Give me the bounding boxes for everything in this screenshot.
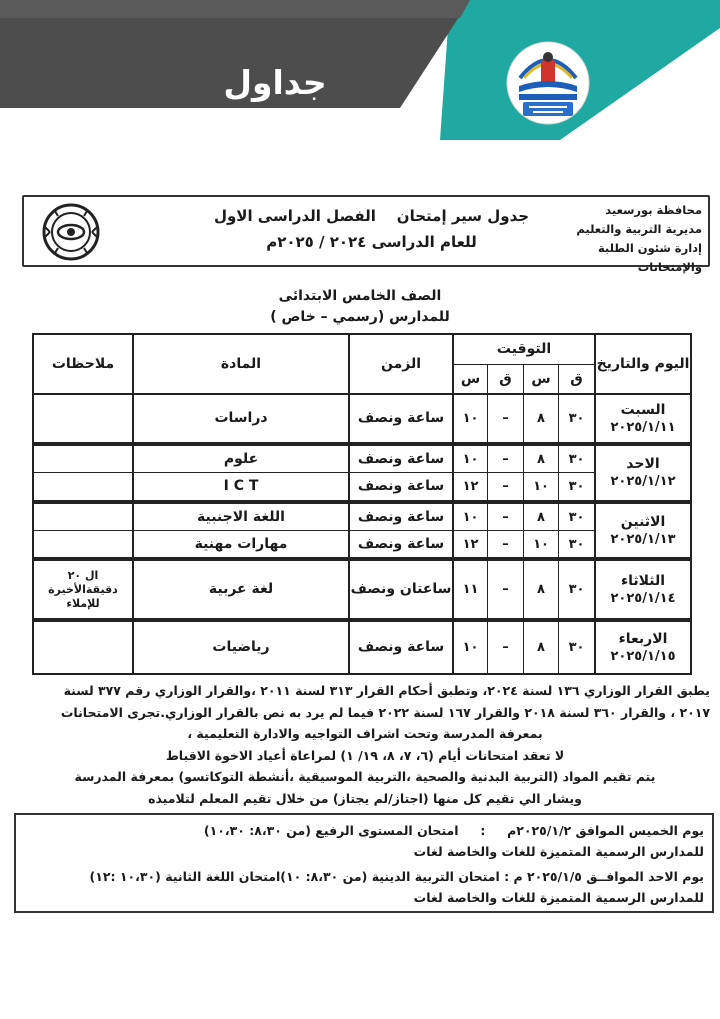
to-minute: – bbox=[502, 451, 509, 467]
header-subject: المادة bbox=[220, 355, 262, 372]
subject: I C T bbox=[223, 478, 259, 494]
subject: لغة عربية bbox=[208, 581, 274, 597]
from-minute: ٣٠ bbox=[568, 640, 585, 655]
to-minute: – bbox=[502, 582, 509, 597]
subject: علوم bbox=[223, 450, 259, 467]
note bbox=[34, 473, 132, 500]
day-cell bbox=[596, 561, 690, 618]
to-minute: – bbox=[502, 479, 509, 494]
day-date: ٢٠٢٥/١/١٢ bbox=[610, 474, 676, 489]
day-name: الاربعاء bbox=[618, 630, 668, 647]
header-notes: ملاحظات bbox=[51, 355, 115, 372]
organization-block bbox=[532, 201, 702, 277]
duration: ساعة ونصف bbox=[357, 535, 445, 552]
to-minute: – bbox=[502, 411, 509, 426]
from-hour: ٨ bbox=[537, 411, 545, 426]
day-name: السبت bbox=[620, 401, 666, 418]
day-name: الاثنين bbox=[620, 513, 666, 530]
duration: ساعة ونصف bbox=[357, 450, 445, 467]
day-date: ٢٠٢٥/١/١٥ bbox=[610, 648, 676, 664]
header-q2: ق bbox=[499, 370, 512, 387]
extra-exam-line: للمدارس الرسمية المتميزة للغات والخاصة لغات bbox=[413, 890, 704, 905]
duration: ساعة ونصف bbox=[357, 410, 445, 426]
to-minute: – bbox=[502, 640, 509, 655]
extra-exam-line: للمدارس الرسمية المتميزة للغات والخاصة لغات bbox=[413, 844, 704, 859]
from-minute: ٣٠ bbox=[568, 479, 585, 494]
from-hour: ٨ bbox=[537, 451, 545, 467]
extra-exams-box bbox=[14, 813, 714, 913]
to-hour: ١٠ bbox=[462, 451, 479, 467]
directorate-name: مديرية التربية والتعليم bbox=[576, 222, 702, 236]
extra-exam-line: يوم الاحد الموافــق ٢٠٢٥/١/٥ م : امتحان التربية الدينية (من ٨،٣٠: ١٠)امتحان اللغة الثانية (١٠،٣٠ :١٢) bbox=[89, 869, 704, 884]
day-date: ٢٠٢٥/١/١٣ bbox=[610, 531, 676, 547]
duration: ساعتان ونصف bbox=[350, 581, 452, 597]
from-minute: ٣٠ bbox=[568, 509, 585, 525]
from-minute: ٣٠ bbox=[568, 411, 585, 426]
from-minute: ٣٠ bbox=[568, 451, 585, 467]
subject: اللغة الاجنبية bbox=[197, 508, 285, 525]
to-hour: ١٠ bbox=[462, 411, 479, 426]
to-hour: ١٢ bbox=[462, 479, 479, 494]
from-minute: ٣٠ bbox=[568, 536, 585, 552]
from-hour: ٨ bbox=[537, 582, 545, 597]
subject: رياضيات bbox=[212, 639, 270, 655]
note-line: بمعرفة المدرسة وتحت اشراف التواجيه والادارة التعليمية ، bbox=[187, 726, 543, 741]
header-day-date: اليوم والتاريخ bbox=[596, 355, 690, 372]
extra-exam-line: يوم الخميس الموافق ٢٠٢٥/١/٢م : امتحان المستوى الرفيع (من ٨،٣٠: ١٠،٣٠) bbox=[203, 823, 704, 838]
schedule-title bbox=[199, 203, 544, 255]
day-cell bbox=[596, 622, 690, 673]
to-minute: – bbox=[502, 509, 509, 525]
day-cell bbox=[596, 446, 690, 500]
governorate-name: محافظة بورسعيد bbox=[605, 203, 702, 217]
to-minute: – bbox=[502, 536, 509, 552]
to-hour: ١٠ bbox=[462, 640, 479, 655]
day-date: ٢٠٢٥/١/١١ bbox=[610, 419, 676, 435]
top-banner bbox=[0, 0, 720, 152]
note bbox=[34, 622, 132, 673]
from-minute: ٣٠ bbox=[568, 582, 585, 597]
note-line: ٢٠١٧ ، والقرار ٣٦٠ لسنة ٢٠١٨ والقرار ١٦٧ لسنة ٢٠٢٢ فيما لم يرد به نص بالقرار الوزاري.تجرى الامتحانات bbox=[60, 704, 710, 720]
day-name: الاحد bbox=[626, 456, 660, 472]
subject: دراسات bbox=[214, 410, 268, 426]
note-line: يطبق القرار الوزاري ١٣٦ لسنة ٢٠٢٤، وتطبق أحكام القرار ٣١٣ لسنة ٢٠١١ ،والقرار الوزاري رقم ٣٧٧ لسنة bbox=[63, 683, 710, 698]
header-q1: ق bbox=[570, 370, 583, 387]
note-line: يتم تقيم المواد (التربية البدنية والصحية ،التربية الموسيقية ،أنشطة التوكاتسو) بمعرفة المدرسة bbox=[74, 769, 656, 784]
subject: مهارات مهنية bbox=[194, 535, 288, 552]
governorate-seal-icon bbox=[40, 202, 102, 262]
schools-type: للمدارس (رسمي – خاص ) bbox=[270, 309, 450, 325]
schedule-title-line2: للعام الدراسى ٢٠٢٤ / ٢٠٢٥م bbox=[266, 233, 477, 251]
day-date: ٢٠٢٥/١/١٤ bbox=[610, 590, 676, 606]
from-hour: ٨ bbox=[537, 509, 545, 525]
department-name: إدارة شئون الطلبة والإمتحانات bbox=[597, 241, 702, 274]
note bbox=[34, 531, 132, 557]
to-hour: ١٠ bbox=[462, 509, 479, 525]
day-cell bbox=[596, 395, 690, 442]
banner-title: جداول امتحانات bbox=[205, 63, 345, 152]
note bbox=[34, 395, 132, 442]
header-s1: س bbox=[531, 370, 551, 387]
header-s2: س bbox=[460, 370, 481, 387]
day-cell bbox=[596, 504, 690, 557]
note bbox=[34, 504, 132, 530]
header-duration: الزمن bbox=[380, 355, 422, 372]
table-border-right bbox=[690, 333, 692, 675]
note-line: لا تعقد امتحانات أيام (٦، ٧، ٨، ١٩/ ١) لمراعاة أعياد الاخوة الاقباط bbox=[165, 747, 565, 763]
duration: ساعة ونصف bbox=[357, 508, 445, 525]
from-hour: ٨ bbox=[537, 640, 545, 655]
duration: ساعة ونصف bbox=[357, 639, 445, 655]
header-timing: التوقيت bbox=[496, 341, 552, 357]
exam-header-box bbox=[22, 195, 710, 274]
table-border-bottom bbox=[32, 673, 692, 675]
note-line: ويشار الي تقيم كل منها (اجتاز/لم يجتاز) من خلال تقيم المعلم لتلاميذه bbox=[148, 790, 582, 806]
regulations-notes bbox=[20, 680, 710, 809]
grade-title: الصف الخامس الابتدائى bbox=[278, 288, 442, 304]
from-hour: ١٠ bbox=[533, 479, 549, 494]
to-hour: ١٢ bbox=[462, 536, 479, 552]
from-hour: ١٠ bbox=[533, 536, 549, 552]
exam-schedule-table bbox=[32, 333, 692, 675]
duration: ساعة ونصف bbox=[357, 478, 445, 494]
day-name: الثلاثاء bbox=[620, 572, 666, 589]
note: ال ٢٠ دقيقةالأخيرة للإملاء bbox=[48, 568, 118, 610]
to-hour: ١١ bbox=[462, 582, 479, 597]
directorate-logo-icon bbox=[505, 40, 591, 126]
note bbox=[34, 446, 132, 472]
schedule-title-line1: جدول سير إمتحان الفصل الدراسى الاول bbox=[213, 207, 530, 225]
